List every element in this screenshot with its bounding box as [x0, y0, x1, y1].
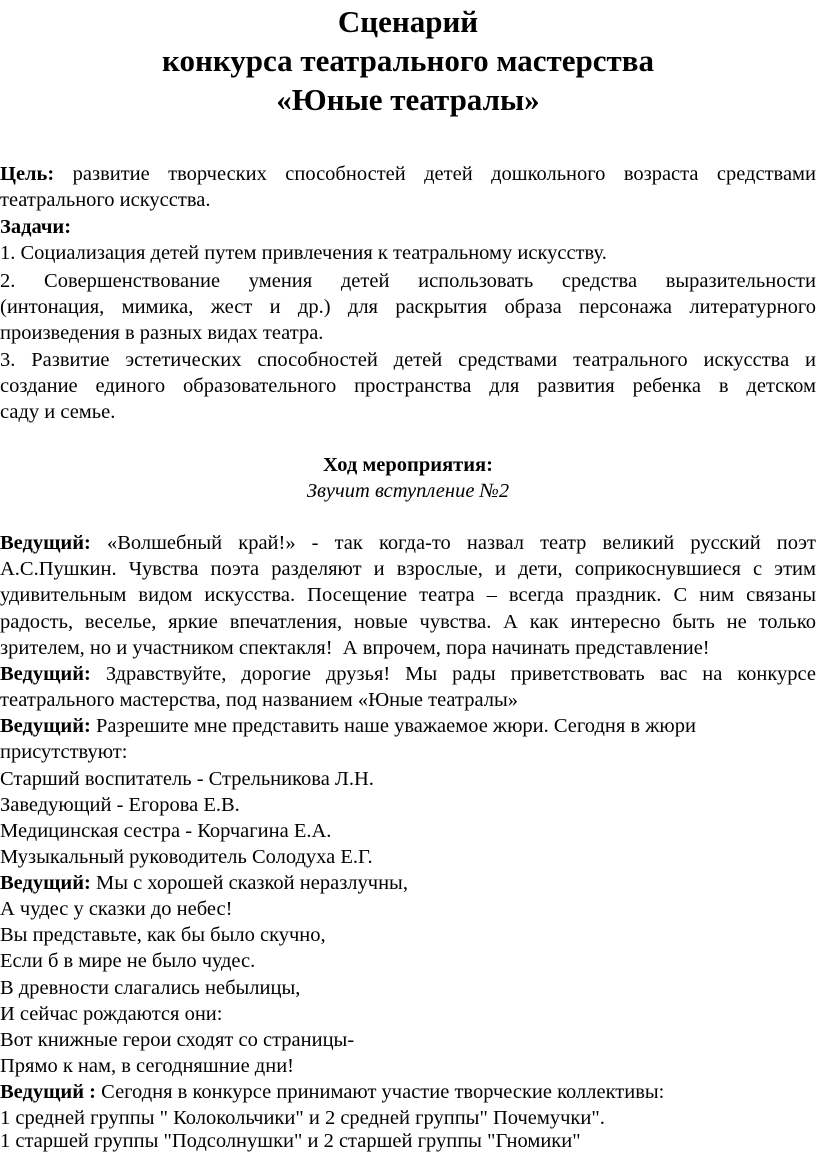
host-p1-line-4: радость, веселье, яркие впечатления, новые чувства. А как интересно быть не только: [0, 611, 816, 633]
poem-line: Вы представьте, как бы было скучно,: [0, 924, 326, 946]
goal-line-1: [0, 161, 816, 187]
host-p4-line-1: Ведущий: Мы с хорошей сказкой неразлучны,: [0, 872, 408, 894]
task-1-line-1: 1. Социализация детей путем привлечения к театральному искусству.: [0, 242, 607, 264]
host-p1-line-2: А.С.Пушкин. Чувства поэта разделяют и взрослые, и дети, соприкоснувшиеся с этим: [0, 558, 816, 580]
title-line-3: «Юные театралы»: [276, 82, 540, 117]
host-p1-line-3: удивительным видом искусства. Посещение театра – всегда праздник. С ним связаны: [0, 584, 816, 606]
jury-member: Медицинская сестра - Корчагина Е.А.: [0, 820, 332, 842]
host-p5-line-1: Ведущий : Сегодня в конкурсе принимают участие творческие коллективы:: [0, 1081, 665, 1103]
host-label: Ведущий :: [0, 1081, 97, 1103]
jury-member: Заведующий - Егорова Е.В.: [0, 794, 240, 816]
tasks-label: Задачи:: [0, 216, 72, 238]
poem-line: Если б в мире не было чудес.: [0, 950, 256, 972]
host-label: Ведущий:: [0, 532, 91, 554]
poem-line: Вот книжные герои сходят со страницы-: [0, 1029, 355, 1051]
goal-line-2: театрального искусства.: [0, 189, 211, 211]
task-2-line-1: 2. Совершенствование умения детей использовать средства выразительности: [0, 270, 816, 292]
jury-member: Музыкальный руководитель Солодуха Е.Г.: [0, 846, 373, 868]
host-label: Ведущий:: [0, 663, 91, 685]
jury-member: Старший воспитатель - Стрельникова Л.Н.: [0, 768, 374, 790]
event-subheading: Звучит вступление №2: [306, 480, 510, 502]
task-2-line-2: (интонация, мимика, жест и др.) для раскрытия образа персонажа литературного: [0, 296, 816, 318]
task-3-line-2: создание единого образовательного пространства для развития ребенка в детском: [0, 375, 816, 397]
task-3-line-3: саду и семье.: [0, 401, 116, 423]
host-p1-line-1: Ведущий: «Волшебный край!» - так когда-то назвал театр великий русский поэт: [0, 532, 816, 554]
host-p3-line-2: присутствуют:: [0, 741, 128, 763]
goal-text: развитие творческих способностей детей дошкольного возраста средствами: [54, 163, 816, 185]
task-2-line-3: произведения в разных видах театра.: [0, 322, 324, 344]
goal-label: Цель:: [0, 163, 55, 185]
groups-line: 1 старшей группы "Подсолнушки" и 2 старшей группы "Гномики": [0, 1130, 581, 1152]
poem-line: Прямо к нам, в сегодняшние дни!: [0, 1055, 294, 1077]
host-label: Ведущий:: [0, 872, 91, 894]
groups-line: 1 средней группы " Колокольчики" и 2 средней группы" Почемучки".: [0, 1107, 605, 1129]
host-p2-line-2: театрального мастерства, под названием «Юные театралы»: [0, 689, 518, 711]
task-3-line-1: 3. Развитие эстетических способностей детей средствами театрального искусства и: [0, 349, 816, 371]
host-label: Ведущий:: [0, 715, 91, 737]
poem-line: И сейчас рождаются они:: [0, 1003, 223, 1025]
host-p2-line-1: Ведущий: Здравствуйте, дорогие друзья! Мы рады приветствовать вас на конкурсе: [0, 663, 816, 685]
poem-line: В древности слагались небылицы,: [0, 977, 301, 999]
title-line-2: конкурса театрального мастерства: [162, 43, 654, 78]
host-p3-line-1: Ведущий: Разрешите мне представить наше уважаемое жюри. Сегодня в жюри: [0, 715, 696, 737]
host-p1-line-5: зрителем, но и участником спектакля! А впрочем, пора начинать представление!: [0, 637, 710, 659]
event-heading: Ход мероприятия:: [323, 454, 493, 476]
title-line-1: Сценарий: [337, 4, 479, 39]
poem-line: А чудес у сказки до небес!: [0, 898, 233, 920]
